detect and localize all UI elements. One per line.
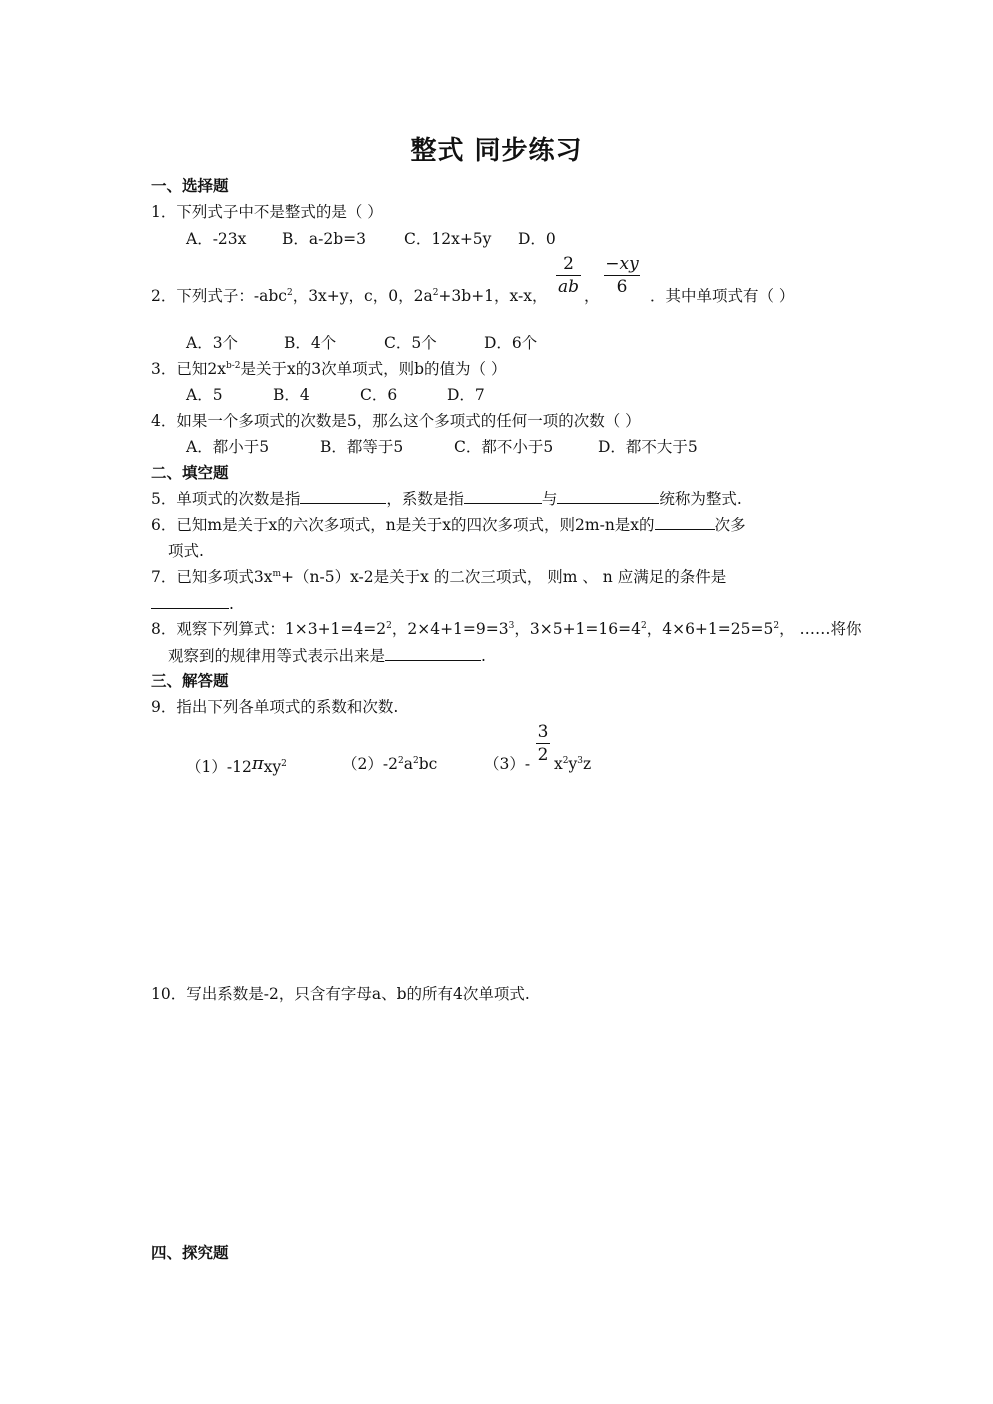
fraction-2-over-ab — [556, 253, 581, 298]
option-d: D．6个 — [484, 334, 538, 352]
answer-blank — [557, 489, 659, 504]
fraction-denominator: 6 — [616, 277, 628, 297]
question-5: 5．单项式的次数是指 ，系数是指 与 统称为整式. — [151, 490, 742, 508]
question-2: 2．下列式子：-abc$^2$，3x+y，c，0，$2a^2+3b+1$，x-x， — [151, 287, 548, 305]
question-6-continued: 项式. — [168, 542, 204, 560]
option-b: B．a-2b=3 — [282, 230, 367, 248]
fraction-numerator: 2 — [563, 254, 574, 274]
fraction-separator: ， — [584, 287, 600, 305]
fraction-neg-xy-over-6 — [604, 253, 640, 298]
answer-blank — [300, 489, 386, 504]
option-a: A．3个 — [186, 334, 239, 352]
question-9: 9．指出下列各单项式的系数和次数. — [151, 698, 399, 716]
option-c: C．5个 — [384, 334, 437, 352]
question-7: 7．已知多项式$3x^m+(n-5)x-2$是关于x 的二次三项式， 则m 、 n 应满足的条件是 — [151, 568, 727, 586]
option-b: B．都等于5 — [320, 438, 404, 456]
question-1: 1．下列式子中不是整式的是（ ） — [151, 203, 383, 221]
question-9-item-1: （1）-12πxy$^2$ — [186, 753, 287, 776]
answer-blank — [464, 489, 542, 504]
question-6: 6．已知m是关于x的六次多项式，n是关于x的四次多项式，则2m-n是x的 次多 — [151, 516, 746, 534]
pi-symbol: π — [251, 753, 264, 774]
option-a: A．5 — [186, 386, 223, 404]
question-10: 10．写出系数是-2，只含有字母a、b的所有4次单项式. — [151, 985, 530, 1003]
question-8-continued: 观察到的规律用等式表示出来是 . — [168, 647, 486, 665]
section-heading-choice: 一、选择题 — [151, 176, 229, 195]
fraction-numerator: 3 — [537, 722, 549, 742]
section-heading-answer: 三、解答题 — [151, 671, 229, 690]
answer-blank — [151, 594, 229, 609]
page-title: 整式 同步练习 — [410, 136, 583, 166]
fraction-3-over-2 — [534, 721, 552, 766]
option-d: D．7 — [447, 386, 485, 404]
question-9-item-2: $(2)-2^2a^2bc$ — [342, 755, 438, 773]
question-3: 3．已知$2x^{b-2}$是关于x的3次单项式，则b的值为（ ） — [151, 360, 507, 378]
option-b: B．4 — [273, 386, 310, 404]
question-4: 4．如果一个多项式的次数是5，那么这个多项式的任何一项的次数（ ） — [151, 412, 641, 430]
option-a: A．都小于5 — [186, 438, 270, 456]
section-heading-explore: 四、探究题 — [151, 1243, 229, 1262]
option-a: A．-23x — [186, 230, 247, 248]
question-2-suffix: ．其中单项式有（ ） — [650, 287, 795, 305]
question-1-options — [186, 229, 556, 249]
option-d: D．都不大于5 — [598, 438, 698, 456]
section-heading-fill: 二、填空题 — [151, 463, 229, 482]
option-b: B．4个 — [284, 334, 337, 352]
question-4-options — [186, 437, 698, 457]
option-d: D．0 — [518, 230, 556, 248]
option-c: C．6 — [360, 386, 398, 404]
option-c: C．12x+5y — [404, 230, 492, 248]
question-9-item-3: $x^2y^3z$ — [554, 755, 592, 773]
fraction-denominator: 2 — [537, 745, 549, 765]
question-2-options — [186, 333, 537, 353]
option-c: C．都不小于5 — [454, 438, 554, 456]
fraction-denominator: ab — [557, 277, 580, 297]
question-8: 8．观察下列算式：$1\times 3+1=4=2^2$，$2\times 4+1=9=3^3$，$3\times 5+1=16=4^2$，$4\times 6+1=25=5^2$， ……将你 — [151, 620, 862, 638]
question-3-options — [186, 385, 485, 405]
answer-blank — [385, 646, 481, 661]
fraction-numerator: −xy — [605, 254, 639, 274]
question-7-continued: . — [151, 594, 234, 614]
question-9-item-3-sign: （3）- — [484, 755, 531, 773]
answer-blank — [655, 515, 715, 530]
